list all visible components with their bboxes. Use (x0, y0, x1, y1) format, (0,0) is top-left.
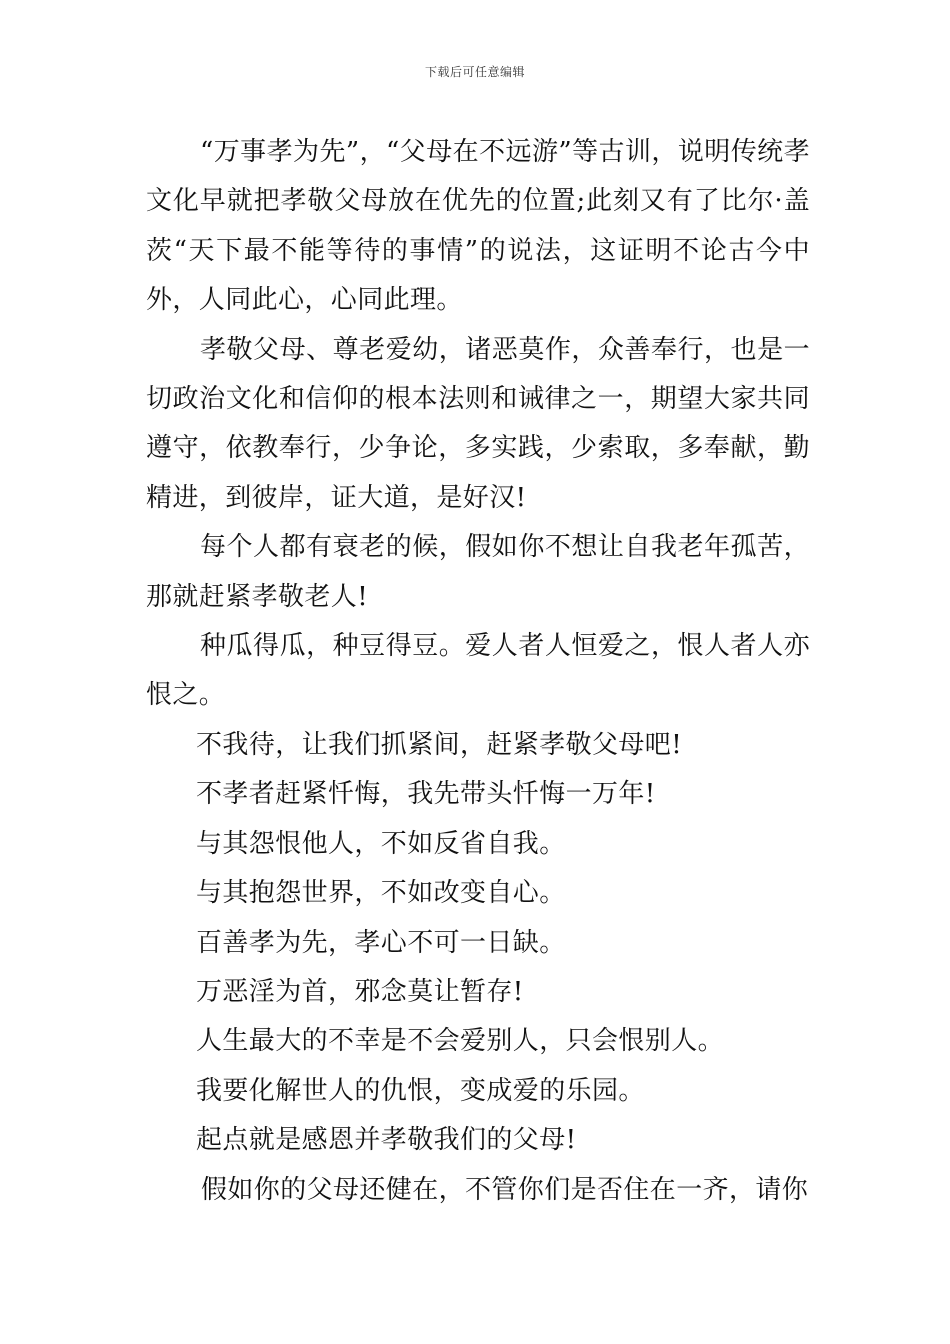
document-body (146, 128, 810, 1215)
line-dissolve-hatred: 我要化解世人的仇恨，变成爱的乐园。 (196, 1075, 645, 1106)
paragraph-aging: 每个人都有衰老的候，假如你不想让自我老年孤苦，那就赶紧孝敬老人! (146, 532, 810, 612)
paragraph-respect-parents: 孝敬父母、尊老爱幼，诸恶莫作，众善奉行，也是一切政治文化和信仰的根本法则和诫律之一，期望大家共同遵守，依教奉行，少争论，多实践，少索取，多奉献，勤精进，到彼岸，证大道，是好汉! (146, 334, 810, 513)
line-repent: 不孝者赶紧忏悔，我先带头忏悔一万年! (196, 779, 656, 810)
paragraph-parents-alive: 假如你的父母还健在，不管你们是否住在一齐，请你 (201, 1174, 809, 1205)
line-seize-time: 不我待，让我们抓紧间，赶紧孝敬父母吧! (196, 729, 683, 760)
paragraph-reap-what-you-sow: 种瓜得瓜，种豆得豆。爱人者人恒爱之，恨人者人亦恨之。 (146, 631, 810, 711)
line-change-heart: 与其抱怨世界，不如改变自心。 (196, 878, 566, 909)
line-gratitude: 起点就是感恩并孝敬我们的父母! (196, 1125, 577, 1156)
paragraph-filial-tradition: “万事孝为先”，“父母在不远游”等古训，说明传统孝文化早就把孝敬父母放在优先的位置;此刻又有了比尔·盖茨“天下最不能等待的事情”的说法，这证明不论古今中外，人同此心，心同此理。 (146, 137, 810, 316)
line-filial-first: 百善孝为先，孝心不可一日缺。 (196, 927, 566, 958)
line-misfortune: 人生最大的不幸是不会爱别人，只会恨别人。 (196, 1026, 725, 1057)
line-reflect-self: 与其怨恨他人，不如反省自我。 (196, 828, 566, 859)
line-evil-thoughts: 万恶淫为首，邪念莫让暂存! (196, 976, 524, 1007)
page-header-note: 下载后可任意编辑 (424, 65, 525, 79)
